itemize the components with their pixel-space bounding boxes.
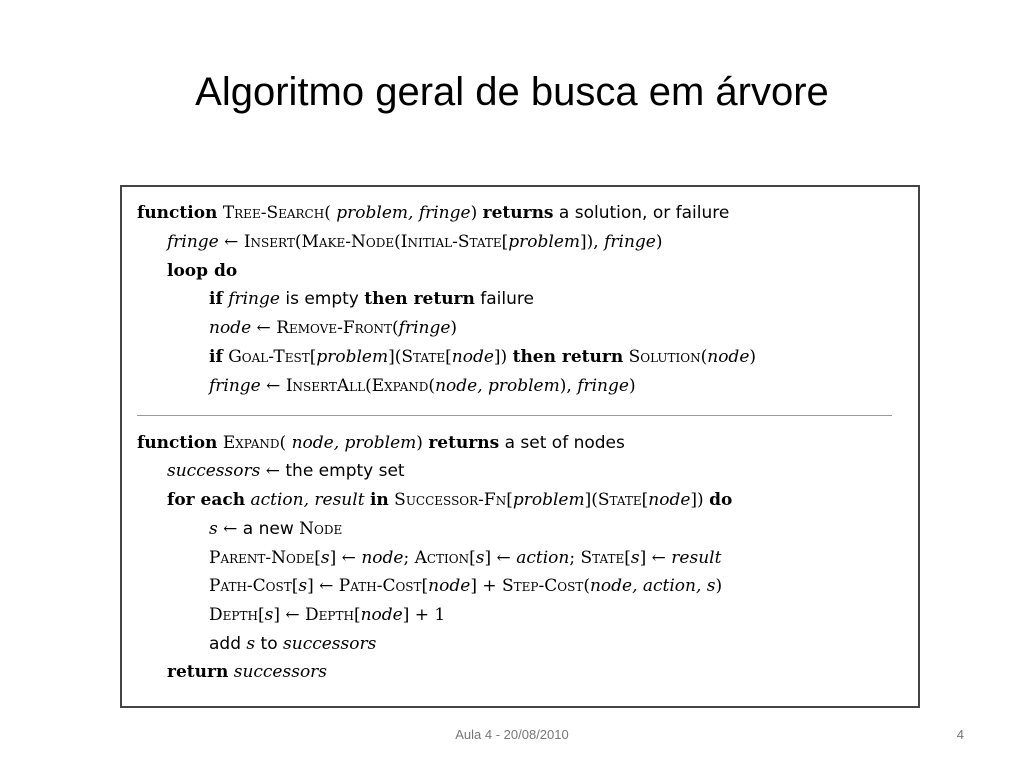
slide-title: Algoritmo geral de busca em árvore <box>195 70 829 114</box>
function-name: Depth <box>305 605 354 625</box>
variable: problem <box>316 347 389 367</box>
variable: node <box>451 347 494 367</box>
symbol: ] ← <box>329 548 362 568</box>
symbol: ] ← <box>273 605 305 625</box>
function-name: Goal-Test <box>228 347 310 367</box>
symbol: ), <box>559 376 578 396</box>
keyword: returns <box>428 433 500 453</box>
variable: s <box>320 548 330 568</box>
symbol: ) <box>450 318 458 338</box>
symbol: ]( <box>388 347 402 367</box>
code-line <box>137 432 625 454</box>
symbol: ( <box>392 318 399 338</box>
function-name: State <box>401 347 446 367</box>
plain-text: a new <box>242 519 300 539</box>
variable: s <box>630 548 640 568</box>
function-name: Solution <box>628 347 701 367</box>
function-name: State <box>597 490 642 510</box>
keyword: function <box>137 433 218 453</box>
variable: node <box>648 490 691 510</box>
code-line <box>167 231 662 253</box>
symbol: ← <box>260 461 286 481</box>
symbol: ) <box>655 232 663 252</box>
function-name: Node <box>299 519 343 539</box>
variable: problem <box>508 232 581 252</box>
algorithm-box <box>120 185 920 708</box>
symbol: [ <box>641 490 649 510</box>
keyword: then return <box>364 289 475 309</box>
symbol: ( <box>279 433 292 453</box>
code-line <box>209 575 722 597</box>
symbol: ( <box>365 376 372 396</box>
code-line <box>167 489 732 511</box>
symbol: ] ← <box>307 576 339 596</box>
function-name: Initial-State <box>400 232 502 252</box>
symbol: ; <box>569 548 581 568</box>
code-line <box>209 633 376 655</box>
plain-text: failure <box>474 289 534 309</box>
symbol: ] + 1 <box>402 605 446 625</box>
symbol: ( <box>394 232 401 252</box>
variable: node <box>361 548 404 568</box>
variable: node <box>360 605 403 625</box>
symbol: ( <box>583 576 590 596</box>
symbol: ) <box>749 347 757 367</box>
symbol: ]( <box>584 490 598 510</box>
variable: node, problem <box>291 433 417 453</box>
function-name: Step-Cost <box>502 576 584 596</box>
variable: result <box>671 548 722 568</box>
keyword: function <box>137 203 218 223</box>
keyword: return <box>167 662 229 682</box>
variable: fringe <box>604 232 656 252</box>
variable: node <box>707 347 750 367</box>
code-line <box>209 317 457 339</box>
variable: fringe <box>209 376 261 396</box>
symbol: [ <box>506 490 513 510</box>
plain-text: is empty <box>279 289 365 309</box>
symbol: ← <box>251 318 277 338</box>
symbol: ) <box>416 433 429 453</box>
code-line <box>209 375 636 397</box>
symbol: [ <box>291 576 299 596</box>
symbol: [ <box>469 548 476 568</box>
variable: s <box>264 605 274 625</box>
code-line <box>209 518 342 540</box>
variable: s <box>209 519 218 539</box>
variable: fringe <box>228 289 280 309</box>
variable: successors <box>283 634 377 654</box>
symbol: ]), <box>580 232 605 252</box>
symbol: ] + <box>470 576 502 596</box>
symbol: ( <box>324 203 337 223</box>
function-separator <box>137 415 892 416</box>
variable: fringe <box>577 376 629 396</box>
code-line <box>209 288 534 310</box>
symbol: [ <box>257 605 265 625</box>
symbol: ] ← <box>484 548 517 568</box>
symbol: [ <box>421 576 429 596</box>
keyword: then return <box>512 347 624 367</box>
variable: fringe <box>167 232 219 252</box>
function-name: InsertAll <box>285 376 366 396</box>
variable: problem <box>512 490 585 510</box>
keyword: if <box>209 289 223 309</box>
symbol: ]) <box>493 347 513 367</box>
variable: node, problem <box>435 376 560 396</box>
function-name: Expand <box>371 376 429 396</box>
code-line <box>209 346 756 368</box>
keyword: returns <box>482 203 554 223</box>
keyword: do <box>709 490 733 510</box>
variable: node, action, s <box>589 576 716 596</box>
footer-date: Aula 4 - 20/08/2010 <box>455 727 569 742</box>
symbol: ) <box>470 203 483 223</box>
symbol: ← <box>218 232 244 252</box>
keyword: in <box>369 490 389 510</box>
variable: fringe <box>398 318 451 338</box>
variable: action, result <box>250 490 365 510</box>
variable: node <box>428 576 471 596</box>
symbol: [ <box>501 232 509 252</box>
plain-text: add <box>209 634 247 654</box>
symbol: ) <box>628 376 636 396</box>
variable: s <box>475 548 485 568</box>
keyword: for each <box>167 490 246 510</box>
function-name: Expand <box>222 433 280 453</box>
symbol: ← <box>217 519 243 539</box>
function-name: Make-Node <box>301 232 395 252</box>
code-line <box>209 604 445 626</box>
variable: successors <box>167 461 261 481</box>
keyword: if <box>209 347 223 367</box>
symbol: [ <box>624 548 631 568</box>
symbol: [ <box>445 347 452 367</box>
plain-text: to <box>255 634 284 654</box>
symbol: ]) <box>690 490 710 510</box>
function-name: Tree-Search <box>222 203 325 223</box>
symbol: ] ← <box>639 548 672 568</box>
symbol: ( <box>428 376 436 396</box>
plain-text: a set of nodes <box>499 433 625 453</box>
function-name: Insert <box>243 232 295 252</box>
function-name: Remove-Front <box>276 318 393 338</box>
code-line <box>167 460 405 482</box>
symbol: ( <box>294 232 302 252</box>
variable: s <box>298 576 308 596</box>
plain-text: a solution, or failure <box>553 203 730 223</box>
code-line <box>137 202 729 224</box>
variable: action <box>516 548 570 568</box>
code-line <box>167 661 327 683</box>
symbol: ; <box>403 548 415 568</box>
variable: problem, fringe <box>336 203 471 223</box>
symbol: [ <box>353 605 361 625</box>
symbol: [ <box>314 548 321 568</box>
variable: s <box>246 634 256 654</box>
symbol: ← <box>260 376 286 396</box>
page-number: 4 <box>956 727 964 742</box>
symbol: [ <box>309 347 317 367</box>
variable: node <box>209 318 252 338</box>
function-name: Parent-Node <box>209 548 315 568</box>
function-name: State <box>580 548 625 568</box>
symbol: ( <box>700 347 708 367</box>
function-name: Path-Cost <box>338 576 422 596</box>
code-line <box>209 547 721 569</box>
keyword: loop do <box>167 261 238 281</box>
function-name: Successor-Fn <box>394 490 507 510</box>
variable: successors <box>233 662 328 682</box>
function-name: Action <box>414 548 470 568</box>
plain-text: the empty set <box>285 461 405 481</box>
function-name: Depth <box>209 605 258 625</box>
symbol: ) <box>715 576 723 596</box>
function-name: Path-Cost <box>209 576 292 596</box>
code-line <box>167 260 237 282</box>
